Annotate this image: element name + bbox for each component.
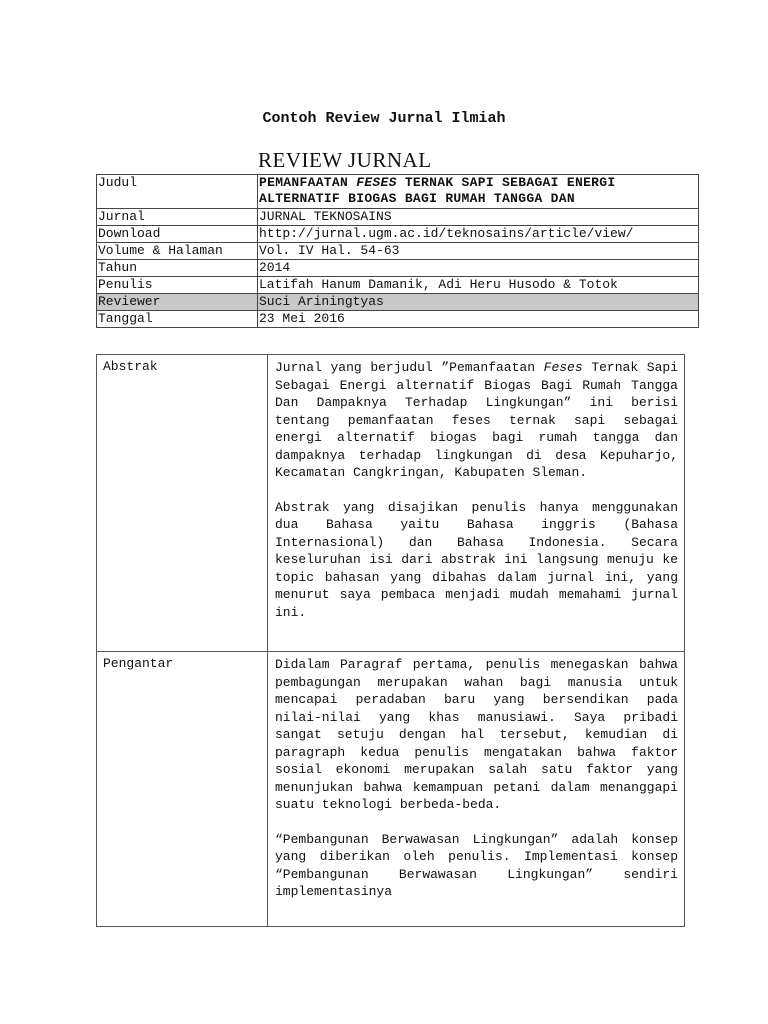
section-content-pengantar <box>268 652 685 927</box>
text-segment: Jurnal yang berjudul ”Pemanfaatan <box>275 360 544 375</box>
meta-row-reviewer <box>97 294 699 311</box>
abstrak-paragraph-2: Abstrak yang disajikan penulis hanya menggunakan dua Bahasa yaitu Bahasa inggris (Bahasa Internasional) dan Bahasa Indonesia. Secara keseluruhan isi dari abstrak ini langsung menuju ke topic bahasan yang dibahas dalam jurnal ini, yang menurut saya pembaca menjadi mudah memahami jurnal ini. <box>275 499 678 620</box>
meta-label: Volume & Halaman <box>97 243 258 260</box>
meta-row-jurnal <box>97 209 699 226</box>
meta-row-penulis <box>97 277 699 294</box>
meta-value: Suci Ariningtyas <box>258 294 699 311</box>
section-content-abstrak <box>268 355 685 652</box>
meta-row-download <box>97 226 699 243</box>
pengantar-paragraph-2: “Pembangunan Berwawasan Lingkungan” adalah konsep yang diberikan oleh penulis. Implementasi konsep “Pembangunan Berwawasan Lingkungan” sendiri implementasinya <box>275 831 678 899</box>
pengantar-paragraph-1: Didalam Paragraf pertama, penulis menegaskan bahwa pembagungan merupakan wahan bagi manusia untuk mencapai peradaban baru yang bersendikan pada nilai-nilai yang khas manusiawi. Saya pribadi sangat setuju dengan hal tersebut, kemudian di paragraph kedua penulis mengatakan bahwa faktor sosial ekonomi merupakan salah satu faktor yang menunjukan bahwa kemampuan petani dalam menanggapi suatu teknologi berbeda-beda. <box>275 657 678 812</box>
review-heading: REVIEW JURNAL <box>258 148 432 172</box>
meta-label: Penulis <box>97 277 258 294</box>
meta-row-tanggal <box>97 311 699 328</box>
section-label: Pengantar <box>97 652 268 927</box>
meta-label: Tanggal <box>97 311 258 328</box>
meta-row-judul <box>97 175 699 209</box>
journal-info-table <box>96 174 699 328</box>
meta-label: Jurnal <box>97 209 258 226</box>
meta-value: Latifah Hanum Damanik, Adi Heru Husodo & Totok <box>258 277 699 294</box>
text-segment: Ternak Sapi Sebagai Energi alternatif Biogas Bagi Rumah Tangga Dan Dampaknya Terhadap Lingkungan” ini berisi tentang pemanfaatan feses ternak sapi sebagai energi alternatif biogas bagi rumah tangga dan dampaknya terhadap lingkungan di desa Kepuharjo, Kecamatan Cangkringan, Kabupaten Sleman. <box>275 360 678 480</box>
section-row-pengantar <box>97 652 685 927</box>
document-title: Contoh Review Jurnal Ilmiah <box>262 110 506 127</box>
judul-suffix: TERNAK SAPI SEBAGAI ENERGI ALTERNATIF BIOGAS BAGI RUMAH TANGGA DAN <box>259 175 616 206</box>
meta-label: Judul <box>97 175 258 209</box>
meta-label: Reviewer <box>97 294 258 311</box>
meta-value: 23 Mei 2016 <box>258 311 699 328</box>
abstrak-paragraph-1 <box>275 359 678 482</box>
meta-label: Tahun <box>97 260 258 277</box>
section-row-abstrak <box>97 355 685 652</box>
meta-value-download-link[interactable]: http://jurnal.ugm.ac.id/teknosains/article/view/ <box>258 226 699 243</box>
meta-label: Download <box>97 226 258 243</box>
meta-row-tahun <box>97 260 699 277</box>
meta-value: 2014 <box>258 260 699 277</box>
judul-prefix: PEMANFAATAN <box>259 175 357 190</box>
meta-value-judul <box>258 175 699 209</box>
judul-italic: FESES <box>356 175 397 190</box>
meta-row-volume <box>97 243 699 260</box>
meta-value: JURNAL TEKNOSAINS <box>258 209 699 226</box>
meta-value: Vol. IV Hal. 54-63 <box>258 243 699 260</box>
review-content-table <box>96 354 685 927</box>
section-label: Abstrak <box>97 355 268 652</box>
text-segment-italic: Feses <box>543 360 583 375</box>
